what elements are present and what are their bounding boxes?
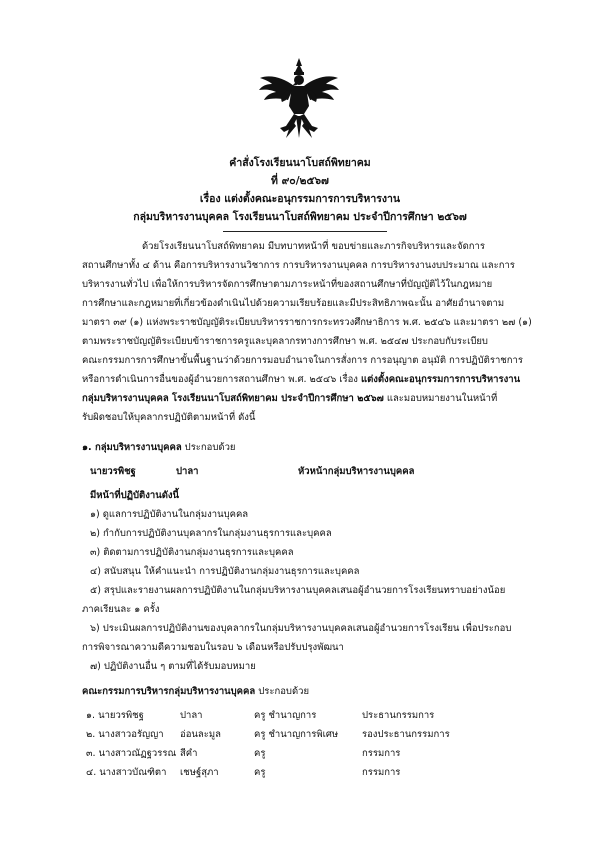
body-line-4: การศึกษาและกฎหมายที่เกี่ยวข้องดำเนินไปด้วยความเรียบร้อยและมีประสิทธิภาพฉะนั้น อาศัยอำนาจตาม [82,298,505,309]
member-role: รองประธานกรรมการ [362,729,450,740]
body-line-8-text: หรือการดำเนินการอื่นของผู้อำนวยการสถานศึกษา พ.ศ. ๒๕๔๖ เรื่อง [82,374,361,385]
body-line-7: คณะกรรมการการศึกษาขั้นพื้นฐานว่าด้วยการมอบอำนาจในการสั่งการ การอนุญาต อนุมัติ การปฏิบัติราชการ [82,355,523,366]
member-name: ๑. นายวรพิชฐ [86,710,144,721]
duty-item: ๖) ประเมินผลการปฏิบัติงานของบุคลากรในกลุ่มบริหารงานบุคคลเสนอผู้อำนวยการโรงเรียน เพื่อประกอบ [90,623,512,634]
body-line-10: รับผิดชอบให้บุคลากรปฏิบัติตามหน้าที่ ดังนี้ [82,412,256,423]
member-role: กรรมการ [362,767,401,778]
duty-item: ๑) ดูแลการปฏิบัติงานในกลุ่มงานบุคคล [90,509,249,520]
member-last-name: ปาลา [180,710,203,721]
body-line-8 [82,374,520,386]
section-head-first-name: นายวรพิชฐ [90,466,136,477]
committee-heading-bold: คณะกรรมการบริหารกลุ่มบริหารงานบุคคล [82,686,256,697]
member-last-name: สีคำ [180,748,198,759]
garuda-emblem-icon [256,56,342,142]
member-role: ประธานกรรมการ [362,710,435,721]
duty-item: ๒) กำกับการปฏิบัติงานบุคลากรในกลุ่มงานธุรการและบุคคล [90,528,332,539]
order-number: ที่ ๙๐/๒๕๖๗ [271,175,329,187]
member-last-name: เชษฐ์สุภา [180,767,219,778]
body-line-1: ด้วยโรงเรียนนาโบสถ์พิทยาคม มีบทบาทหน้าที่ ขอบข่ายและภารกิจบริหารและจัดการ [142,241,485,252]
body-line-5: มาตรา ๓๙ (๑) แห่งพระราชบัญญัติระเบียบบริหารราชการกระทรวงศึกษาธิการ พ.ศ. ๒๕๔๖ และมาตรา ๒๗ (๑) [82,317,532,328]
body-line-8-bold: แต่งตั้งคณะอนุกรรมการการบริหารงาน [360,374,521,385]
member-role: กรรมการ [362,748,401,759]
member-name: ๒. นางสาวอรัญญา [86,729,164,740]
section-1-heading-rest: ประกอบด้วย [181,442,236,453]
duty-item-continued: ภาคเรียนละ ๑ ครั้ง [82,604,160,615]
member-name: ๓. นางสาวณัฏฐวรรณ [86,748,177,759]
member-rank: ครู ชำนาญการ [254,710,317,721]
body-line-2: สถานศึกษาทั้ง ๔ ด้าน คือการบริหารงานวิชาการ การบริหารงานบุคคล การบริหารงานงบประมาณ และการ [82,260,515,271]
committee-heading [82,686,309,698]
body-line-3: บริหารงานทั่วไป เพื่อให้การบริหารจัดการศึกษาตามภาระหน้าที่ของสถานศึกษาที่บัญญัติไว้ในกฎหมาย [82,279,493,290]
section-1-heading [82,442,235,454]
order-title: คำสั่งโรงเรียนนาโบสถ์พิทยาคม [229,157,371,169]
title-divider [223,231,387,232]
duty-item: ๕) สรุปและรายงานผลการปฏิบัติงานในกลุ่มบริหารงานบุคคลเสนอผู้อำนวยการโรงเรียนทราบอย่างน้อย [90,585,506,596]
committee-heading-rest: ประกอบด้วย [255,686,310,697]
duty-item: ๗) ปฏิบัติงานอื่น ๆ ตามที่ได้รับมอบหมาย [90,661,256,672]
body-line-9-text: และมอบหมายงานในหน้าที่ [383,393,498,404]
member-last-name: อ่อนละมูล [180,729,221,740]
section-head-last-name: ปาลา [176,466,199,477]
order-subject: เรื่อง แต่งตั้งคณะอนุกรรมการการบริหารงาน [199,193,401,205]
section-1-heading-bold: ๑. กลุ่มบริหารงานบุคคล [82,442,182,453]
member-name: ๔. นางสาวบัณฑิตา [86,767,167,778]
member-rank: ครู ชำนาญการพิเศษ [254,729,339,740]
duties-heading: มีหน้าที่ปฏิบัติงานดังนี้ [90,490,179,501]
section-head-role: หัวหน้ากลุ่มบริหารงานบุคคล [298,466,415,477]
member-rank: ครู [254,748,266,759]
order-subject-line2: กลุ่มบริหารงานบุคคล โรงเรียนนาโบสถ์พิทยาคม ประจำปีการศึกษา ๒๕๖๗ [133,211,467,223]
duty-item-continued: การพิจารณาความดีความชอบในรอบ ๖ เดือนหรือปรับปรุงพัฒนา [82,642,344,653]
body-line-9-bold: กลุ่มบริหารงานบุคคล โรงเรียนนาโบสถ์พิทยาคม ประจำปีการศึกษา ๒๕๖๗ [82,393,384,404]
member-rank: ครู [254,767,266,778]
body-line-6: ตามพระราชบัญญัติระเบียบข้าราชการครูและบุคลากรทางการศึกษา พ.ศ. ๒๕๔๗ ประกอบกับระเบียบ [82,336,488,347]
duty-item: ๔) สนับสนุน ให้คำแนะนำ การปฏิบัติงานกลุ่มงานธุรการและบุคคล [90,566,360,577]
duty-item: ๓) ติดตามการปฏิบัติงานกลุ่มงานธุรการและบุคคล [90,547,294,558]
body-line-9 [82,393,497,405]
